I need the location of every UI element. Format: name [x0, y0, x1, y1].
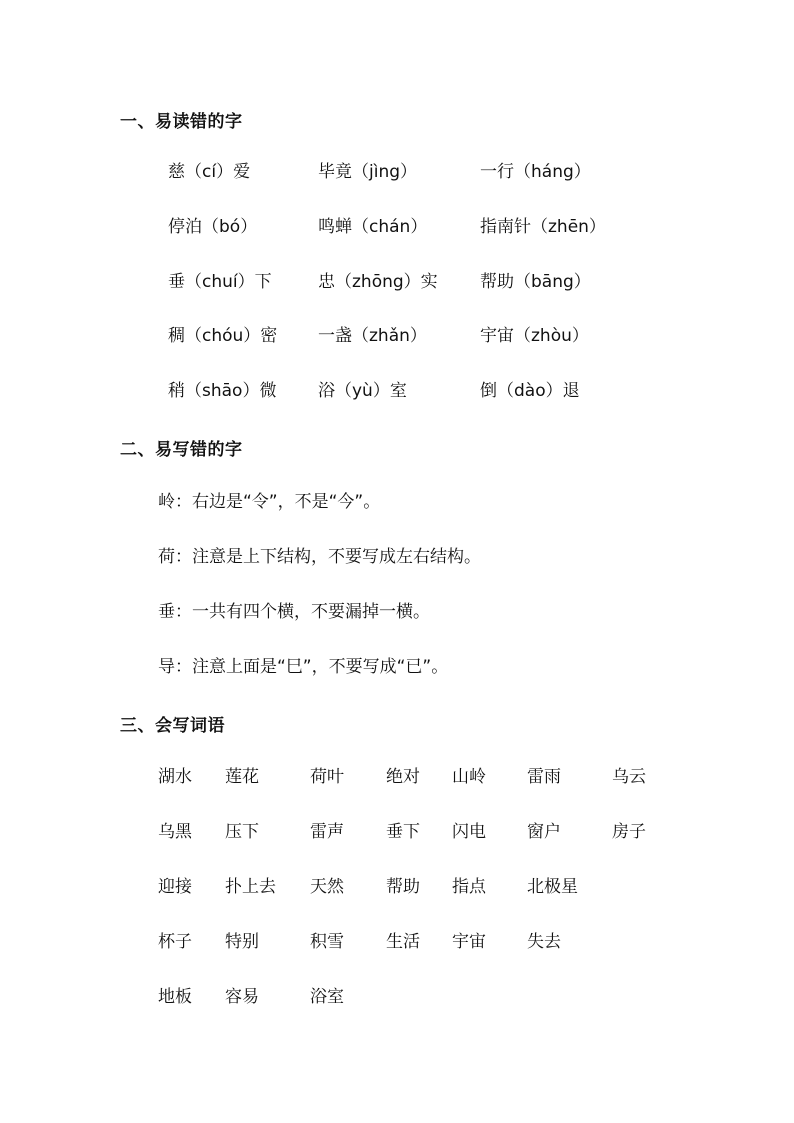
- miswritten-note: 荷：注意是上下结构，不要写成左右结构。: [158, 547, 481, 567]
- vocab-word: 失去: [527, 932, 561, 952]
- section-heading-misread: 一、易读错的字: [120, 112, 243, 132]
- vocab-word: 闪电: [452, 822, 486, 842]
- vocab-word: 房子: [612, 822, 646, 842]
- misread-item: 帮助（bāng）: [480, 272, 591, 292]
- vocab-word: 天然: [310, 877, 344, 897]
- vocab-word: 窗户: [527, 822, 561, 842]
- misread-item: 稍（shāo）微: [168, 381, 277, 401]
- misread-item: 宇宙（zhòu）: [480, 326, 589, 346]
- vocab-word: 绝对: [386, 767, 420, 787]
- vocab-word: 容易: [225, 987, 259, 1007]
- vocab-word: 地板: [158, 987, 192, 1007]
- vocab-word: 压下: [225, 822, 259, 842]
- misread-item: 鸣蝉（chán）: [318, 217, 428, 237]
- vocab-word: 特别: [225, 932, 259, 952]
- misread-item: 浴（yù）室: [318, 381, 407, 401]
- misread-item: 垂（chuí）下: [168, 272, 272, 292]
- misread-item: 一盏（zhǎn）: [318, 326, 427, 346]
- misread-item: 慈（cí）爱: [168, 162, 251, 182]
- vocab-word: 北极星: [527, 877, 578, 897]
- misread-item: 忠（zhōng）实: [318, 272, 438, 292]
- miswritten-note: 导：注意上面是“巳”，不要写成“已”。: [158, 657, 449, 677]
- section-heading-miswritten: 二、易写错的字: [120, 440, 243, 460]
- vocab-word: 迎接: [158, 877, 192, 897]
- vocab-word: 乌云: [612, 767, 646, 787]
- misread-item: 倒（dào）退: [480, 381, 580, 401]
- miswritten-note: 垂：一共有四个横，不要漏掉一横。: [158, 602, 430, 622]
- vocab-word: 生活: [386, 932, 420, 952]
- vocab-word: 乌黑: [158, 822, 192, 842]
- vocab-word: 山岭: [452, 767, 486, 787]
- section-heading-vocabulary: 三、会写词语: [120, 716, 225, 736]
- vocab-word: 垂下: [386, 822, 420, 842]
- misread-item: 毕竟（jìng）: [318, 162, 418, 182]
- miswritten-note: 岭：右边是“令”，不是“今”。: [158, 492, 381, 512]
- vocab-word: 荷叶: [310, 767, 344, 787]
- vocab-word: 帮助: [386, 877, 420, 897]
- vocab-word: 雷雨: [527, 767, 561, 787]
- vocab-word: 指点: [452, 877, 486, 897]
- vocab-word: 宇宙: [452, 932, 486, 952]
- vocab-word: 莲花: [225, 767, 259, 787]
- vocab-word: 扑上去: [225, 877, 276, 897]
- vocab-word: 湖水: [158, 767, 192, 787]
- misread-item: 一行（háng）: [480, 162, 591, 182]
- vocab-word: 雷声: [310, 822, 344, 842]
- vocab-word: 杯子: [158, 932, 192, 952]
- misread-item: 指南针（zhēn）: [480, 217, 606, 237]
- misread-item: 稠（chóu）密: [168, 326, 278, 346]
- misread-item: 停泊（bó）: [168, 217, 258, 237]
- vocab-word: 积雪: [310, 932, 344, 952]
- vocab-word: 浴室: [310, 987, 344, 1007]
